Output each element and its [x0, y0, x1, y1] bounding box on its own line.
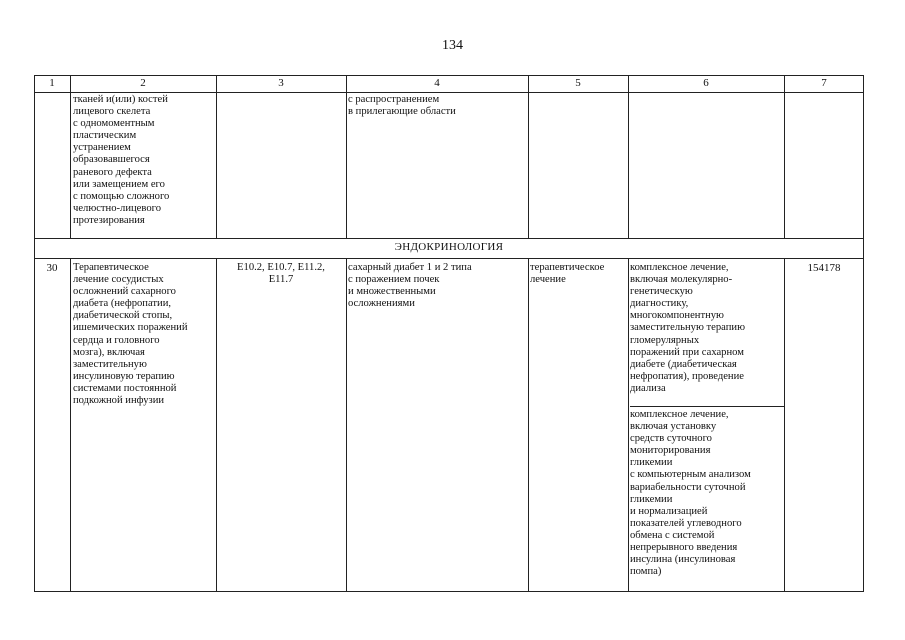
col-border-6	[784, 75, 785, 592]
header-col-5: 5	[575, 77, 581, 89]
page-number: 134	[442, 38, 463, 53]
row-30-col-5: терапевтическое лечение	[530, 262, 605, 286]
col-border-7	[863, 75, 864, 592]
header-col-6: 6	[703, 77, 709, 89]
row-number: 30	[46, 262, 58, 274]
col-border-2	[216, 75, 217, 592]
col6-split-border	[630, 406, 784, 407]
continuation-col-4: с распространением в прилегающие области	[348, 94, 456, 118]
col-border-0	[34, 75, 35, 592]
col-border-1	[70, 75, 71, 592]
section-title: ЭНДОКРИНОЛОГИЯ	[394, 241, 504, 253]
header-col-7: 7	[821, 77, 827, 89]
section-bottom-border	[34, 258, 864, 259]
row-30-col-4: сахарный диабет 1 и 2 типа с поражением почек и множественными осложнениями	[348, 262, 472, 310]
header-col-2: 2	[140, 77, 146, 89]
row-30-col-7: 154178	[807, 262, 841, 274]
row-30-col-3: E10.2, E10.7, E11.2, E11.7	[237, 262, 325, 286]
continuation-col-2: тканей и(или) костей лицевого скелета с одномоментным пластическим устранением образовавшегося раневого дефекта или замещением его с помощью сложного челюстно-лицевого протезирования	[73, 94, 170, 226]
col-border-4	[528, 75, 529, 592]
col-border-3	[346, 75, 347, 592]
header-col-3: 3	[278, 77, 284, 89]
header-bottom-border	[34, 92, 864, 93]
header-col-4: 4	[434, 77, 440, 89]
row-30-col-6-second: комплексное лечение, включая установку средств суточного мониторирования гликемии с компьютерным анализом вариабельности суточной гликемии и нормализацией показателей углеводного обмена с системой непрерывного введения инсулина (инсулиновая помпа)	[630, 409, 751, 578]
col-border-5	[628, 75, 629, 592]
table-bottom-border	[34, 591, 864, 592]
header-col-1: 1	[49, 77, 55, 89]
row-30-col-2: Терапевтическое лечение сосудистых осложнений сахарного диабета (нефропатии, диабетической стопы, ишемических поражений сердца и головного мозга), включая заместительную инсулиновую терапию системами постоянной подкожной инфузии	[73, 262, 188, 407]
row-30-col-6-first: комплексное лечение, включая молекулярно- генетическую диагностику, многокомпонентную заместительную терапию гломерулярных поражений при сахарном диабете (диабетическая нефропатия), проведение диализа	[630, 262, 745, 394]
